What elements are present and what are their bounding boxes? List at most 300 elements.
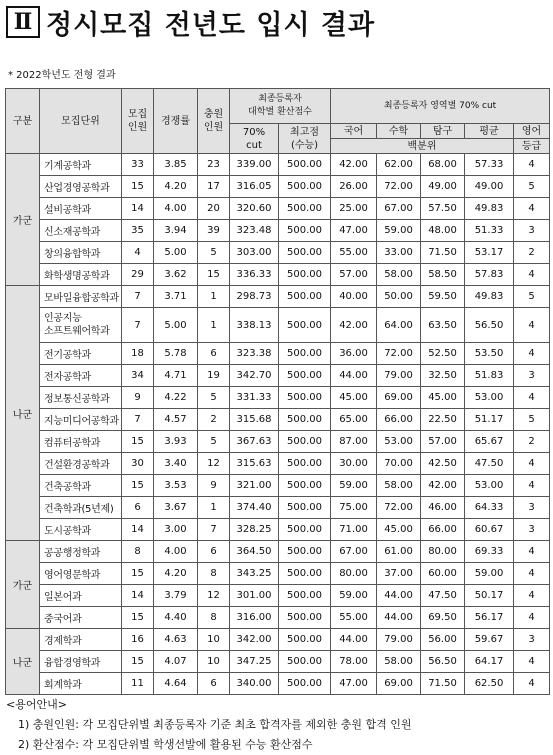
english-grade-cell: 4: [514, 651, 550, 673]
extra-cell: 20: [198, 198, 230, 220]
korean-cell: 42.00: [331, 308, 377, 343]
table-row: [6, 563, 550, 585]
quota-cell: 18: [122, 343, 154, 365]
dept-cell: 기계공학과: [40, 154, 122, 176]
quota-cell: 15: [122, 431, 154, 453]
year-note: * 2022학년도 전형 결과: [8, 70, 116, 81]
quota-cell: 7: [122, 286, 154, 308]
max-score-cell: 500.00: [279, 563, 331, 585]
table-row: [6, 629, 550, 651]
korean-cell: 65.00: [331, 409, 377, 431]
ratio-cell: 4.22: [154, 387, 198, 409]
max-score-cell: 500.00: [279, 431, 331, 453]
korean-cell: 71.00: [331, 519, 377, 541]
average-cell: 64.17: [465, 651, 514, 673]
korean-cell: 44.00: [331, 629, 377, 651]
table-row: [6, 607, 550, 629]
extra-cell: 39: [198, 220, 230, 242]
header-english: 영어: [514, 124, 550, 139]
max-score-cell: 500.00: [279, 154, 331, 176]
ratio-cell: 4.20: [154, 176, 198, 198]
english-grade-cell: 4: [514, 198, 550, 220]
ratio-cell: 4.63: [154, 629, 198, 651]
dept-cell: 건축공학과: [40, 475, 122, 497]
average-cell: 50.17: [465, 585, 514, 607]
inquiry-cell: 63.50: [421, 308, 465, 343]
cut70-cell: 336.33: [230, 264, 279, 286]
dept-cell: 지능미디어공학과: [40, 409, 122, 431]
table-row: [6, 242, 550, 264]
inquiry-cell: 56.50: [421, 651, 465, 673]
extra-cell: 23: [198, 154, 230, 176]
dept-cell: 전기공학과: [40, 343, 122, 365]
inquiry-cell: 46.00: [421, 497, 465, 519]
math-cell: 50.00: [377, 286, 421, 308]
dept-cell: 산업경영공학과: [40, 176, 122, 198]
quota-cell: 30: [122, 453, 154, 475]
korean-cell: 87.00: [331, 431, 377, 453]
inquiry-cell: 59.50: [421, 286, 465, 308]
quota-cell: 6: [122, 497, 154, 519]
average-cell: 53.17: [465, 242, 514, 264]
inquiry-cell: 22.50: [421, 409, 465, 431]
average-cell: 57.83: [465, 264, 514, 286]
max-score-cell: 500.00: [279, 629, 331, 651]
quota-cell: 29: [122, 264, 154, 286]
ratio-cell: 4.40: [154, 607, 198, 629]
inquiry-cell: 42.00: [421, 475, 465, 497]
math-cell: 58.00: [377, 651, 421, 673]
dept-cell: 신소재공학과: [40, 220, 122, 242]
dept-cell: 건축학과(5년제): [40, 497, 122, 519]
quota-cell: 11: [122, 673, 154, 695]
header-avg: 평균: [465, 124, 514, 139]
math-cell: 37.00: [377, 563, 421, 585]
glossary-line-1: 1) 충원인원: 각 모집단위별 최종등록자 기준 최초 합격자를 제외한 충원 합격 인원: [18, 718, 412, 731]
inquiry-cell: 52.50: [421, 343, 465, 365]
header-extra: 충원 인원: [198, 89, 230, 154]
english-grade-cell: 3: [514, 629, 550, 651]
cut70-cell: 328.25: [230, 519, 279, 541]
dept-cell: 융합경영학과: [40, 651, 122, 673]
dept-cell: 창의융합학과: [40, 242, 122, 264]
cut70-cell: 331.33: [230, 387, 279, 409]
average-cell: 64.33: [465, 497, 514, 519]
ratio-cell: 3.94: [154, 220, 198, 242]
math-cell: 79.00: [377, 365, 421, 387]
quota-cell: 15: [122, 176, 154, 198]
korean-cell: 55.00: [331, 607, 377, 629]
cut70-cell: 315.68: [230, 409, 279, 431]
math-cell: 44.00: [377, 585, 421, 607]
average-cell: 53.00: [465, 387, 514, 409]
max-score-cell: 500.00: [279, 308, 331, 343]
quota-cell: 14: [122, 585, 154, 607]
group-label: 가군: [6, 541, 40, 629]
cut70-cell: 347.25: [230, 651, 279, 673]
header-ratio: 경쟁률: [154, 89, 198, 154]
english-grade-cell: 4: [514, 264, 550, 286]
extra-cell: 5: [198, 242, 230, 264]
quota-cell: 7: [122, 308, 154, 343]
table-row: [6, 541, 550, 563]
max-score-cell: 500.00: [279, 176, 331, 198]
math-cell: 72.00: [377, 176, 421, 198]
quota-cell: 14: [122, 198, 154, 220]
max-score-cell: 500.00: [279, 220, 331, 242]
math-cell: 66.00: [377, 409, 421, 431]
quota-cell: 34: [122, 365, 154, 387]
average-cell: 53.50: [465, 343, 514, 365]
quota-cell: 14: [122, 519, 154, 541]
korean-cell: 59.00: [331, 475, 377, 497]
inquiry-cell: 47.50: [421, 585, 465, 607]
group-label: 가군: [6, 154, 40, 286]
ratio-cell: 4.64: [154, 673, 198, 695]
korean-cell: 25.00: [331, 198, 377, 220]
extra-cell: 19: [198, 365, 230, 387]
korean-cell: 67.00: [331, 541, 377, 563]
table-row: [6, 264, 550, 286]
cut70-cell: 303.00: [230, 242, 279, 264]
extra-cell: 5: [198, 387, 230, 409]
dept-cell: 일본어과: [40, 585, 122, 607]
extra-cell: 9: [198, 475, 230, 497]
table-row: [6, 176, 550, 198]
inquiry-cell: 68.00: [421, 154, 465, 176]
max-score-cell: 500.00: [279, 198, 331, 220]
max-score-cell: 500.00: [279, 242, 331, 264]
header-percentile: 백분위: [331, 139, 514, 154]
korean-cell: 45.00: [331, 387, 377, 409]
max-score-cell: 500.00: [279, 343, 331, 365]
average-cell: 59.00: [465, 563, 514, 585]
table-row: [6, 497, 550, 519]
english-grade-cell: 5: [514, 409, 550, 431]
korean-cell: 26.00: [331, 176, 377, 198]
extra-cell: 6: [198, 343, 230, 365]
korean-cell: 30.00: [331, 453, 377, 475]
inquiry-cell: 42.50: [421, 453, 465, 475]
ratio-cell: 3.85: [154, 154, 198, 176]
extra-cell: 8: [198, 607, 230, 629]
glossary: [6, 695, 412, 755]
cut70-cell: 323.48: [230, 220, 279, 242]
math-cell: 64.00: [377, 308, 421, 343]
average-cell: 51.33: [465, 220, 514, 242]
dept-cell: 화학생명공학과: [40, 264, 122, 286]
dept-cell: 경제학과: [40, 629, 122, 651]
max-score-cell: 500.00: [279, 409, 331, 431]
extra-cell: 1: [198, 286, 230, 308]
inquiry-cell: 66.00: [421, 519, 465, 541]
average-cell: 65.67: [465, 431, 514, 453]
inquiry-cell: 45.00: [421, 387, 465, 409]
inquiry-cell: 58.50: [421, 264, 465, 286]
header-inquiry: 탐구: [421, 124, 465, 139]
ratio-cell: 3.62: [154, 264, 198, 286]
cut70-cell: 301.00: [230, 585, 279, 607]
max-score-cell: 500.00: [279, 286, 331, 308]
average-cell: 56.50: [465, 308, 514, 343]
extra-cell: 5: [198, 431, 230, 453]
cut70-cell: 298.73: [230, 286, 279, 308]
table-row: [6, 220, 550, 242]
ratio-cell: 3.53: [154, 475, 198, 497]
max-score-cell: 500.00: [279, 475, 331, 497]
table-row: [6, 365, 550, 387]
header-quota: 모집 인원: [122, 89, 154, 154]
korean-cell: 75.00: [331, 497, 377, 519]
dept-cell: 전자공학과: [40, 365, 122, 387]
average-cell: 59.67: [465, 629, 514, 651]
average-cell: 51.17: [465, 409, 514, 431]
math-cell: 70.00: [377, 453, 421, 475]
extra-cell: 6: [198, 541, 230, 563]
max-score-cell: 500.00: [279, 264, 331, 286]
korean-cell: 42.00: [331, 154, 377, 176]
ratio-cell: 4.57: [154, 409, 198, 431]
cut70-cell: 342.00: [230, 629, 279, 651]
average-cell: 51.83: [465, 365, 514, 387]
extra-cell: 1: [198, 497, 230, 519]
max-score-cell: 500.00: [279, 585, 331, 607]
cut70-cell: 321.00: [230, 475, 279, 497]
average-cell: 69.33: [465, 541, 514, 563]
ratio-cell: 4.07: [154, 651, 198, 673]
group-label: 나군: [6, 629, 40, 695]
average-cell: 60.67: [465, 519, 514, 541]
page-title: [6, 4, 375, 40]
korean-cell: 80.00: [331, 563, 377, 585]
dept-cell: 인공지능 소프트웨어학과: [40, 308, 122, 343]
table-row: [6, 453, 550, 475]
math-cell: 79.00: [377, 629, 421, 651]
max-score-cell: 500.00: [279, 453, 331, 475]
english-grade-cell: 2: [514, 242, 550, 264]
english-grade-cell: 4: [514, 585, 550, 607]
quota-cell: 15: [122, 607, 154, 629]
extra-cell: 15: [198, 264, 230, 286]
average-cell: 53.00: [465, 475, 514, 497]
header-dept: 모집단위: [40, 89, 122, 154]
quota-cell: 15: [122, 563, 154, 585]
cut70-cell: 315.63: [230, 453, 279, 475]
english-grade-cell: 5: [514, 286, 550, 308]
glossary-heading: <용어안내>: [6, 698, 67, 711]
table-row: [6, 154, 550, 176]
results-table: [5, 88, 550, 695]
english-grade-cell: 4: [514, 343, 550, 365]
average-cell: 47.50: [465, 453, 514, 475]
math-cell: 69.00: [377, 387, 421, 409]
inquiry-cell: 80.00: [421, 541, 465, 563]
cut70-cell: 323.38: [230, 343, 279, 365]
math-cell: 69.00: [377, 673, 421, 695]
extra-cell: 6: [198, 673, 230, 695]
cut70-cell: 340.00: [230, 673, 279, 695]
ratio-cell: 4.71: [154, 365, 198, 387]
dept-cell: 회계학과: [40, 673, 122, 695]
table-row: [6, 431, 550, 453]
dept-cell: 모바일융합공학과: [40, 286, 122, 308]
ratio-cell: 5.78: [154, 343, 198, 365]
table-row: [6, 475, 550, 497]
extra-cell: 17: [198, 176, 230, 198]
math-cell: 62.00: [377, 154, 421, 176]
korean-cell: 36.00: [331, 343, 377, 365]
dept-cell: 정보통신공학과: [40, 387, 122, 409]
average-cell: 57.33: [465, 154, 514, 176]
math-cell: 58.00: [377, 475, 421, 497]
korean-cell: 47.00: [331, 673, 377, 695]
header-area-cut: 최종등록자 영역별 70% cut: [331, 89, 550, 124]
max-score-cell: 500.00: [279, 387, 331, 409]
english-grade-cell: 4: [514, 673, 550, 695]
header-cut70: 70% cut: [230, 124, 279, 154]
inquiry-cell: 57.50: [421, 198, 465, 220]
title-text: 정시모집 전년도 입시 결과: [46, 9, 376, 41]
extra-cell: 7: [198, 519, 230, 541]
cut70-cell: 367.63: [230, 431, 279, 453]
extra-cell: 12: [198, 585, 230, 607]
quota-cell: 7: [122, 409, 154, 431]
math-cell: 53.00: [377, 431, 421, 453]
quota-cell: 15: [122, 475, 154, 497]
title-numeral-box: [6, 6, 40, 38]
extra-cell: 10: [198, 629, 230, 651]
inquiry-cell: 69.50: [421, 607, 465, 629]
extra-cell: 1: [198, 308, 230, 343]
quota-cell: 9: [122, 387, 154, 409]
table-row: [6, 198, 550, 220]
table-row: [6, 673, 550, 695]
header-math: 수학: [377, 124, 421, 139]
math-cell: 59.00: [377, 220, 421, 242]
table-row: [6, 651, 550, 673]
header-korean: 국어: [331, 124, 377, 139]
ratio-cell: 5.00: [154, 242, 198, 264]
math-cell: 33.00: [377, 242, 421, 264]
max-score-cell: 500.00: [279, 673, 331, 695]
english-grade-cell: 4: [514, 387, 550, 409]
extra-cell: 12: [198, 453, 230, 475]
math-cell: 44.00: [377, 607, 421, 629]
quota-cell: 33: [122, 154, 154, 176]
header-group: 구분: [6, 89, 40, 154]
english-grade-cell: 4: [514, 308, 550, 343]
english-grade-cell: 4: [514, 453, 550, 475]
extra-cell: 10: [198, 651, 230, 673]
korean-cell: 47.00: [331, 220, 377, 242]
ratio-cell: 3.71: [154, 286, 198, 308]
glossary-line-2: 2) 환산점수: 각 모집단위별 학생선발에 활용된 수능 환산점수: [18, 738, 313, 751]
korean-cell: 78.00: [331, 651, 377, 673]
max-score-cell: 500.00: [279, 497, 331, 519]
english-grade-cell: 3: [514, 497, 550, 519]
korean-cell: 55.00: [331, 242, 377, 264]
ratio-cell: 3.79: [154, 585, 198, 607]
cut70-cell: 316.00: [230, 607, 279, 629]
inquiry-cell: 49.00: [421, 176, 465, 198]
english-grade-cell: 3: [514, 365, 550, 387]
table-row: [6, 519, 550, 541]
extra-cell: 2: [198, 409, 230, 431]
table-row: [6, 343, 550, 365]
table-row: [6, 286, 550, 308]
ratio-cell: 3.40: [154, 453, 198, 475]
math-cell: 72.00: [377, 343, 421, 365]
inquiry-cell: 60.00: [421, 563, 465, 585]
cut70-cell: 374.40: [230, 497, 279, 519]
ratio-cell: 3.67: [154, 497, 198, 519]
inquiry-cell: 71.50: [421, 673, 465, 695]
math-cell: 61.00: [377, 541, 421, 563]
dept-cell: 컴퓨터공학과: [40, 431, 122, 453]
cut70-cell: 338.13: [230, 308, 279, 343]
max-score-cell: 500.00: [279, 365, 331, 387]
max-score-cell: 500.00: [279, 607, 331, 629]
ratio-cell: 4.20: [154, 563, 198, 585]
ratio-cell: 5.00: [154, 308, 198, 343]
group-label: 나군: [6, 286, 40, 541]
cut70-cell: 316.05: [230, 176, 279, 198]
average-cell: 49.00: [465, 176, 514, 198]
dept-cell: 중국어과: [40, 607, 122, 629]
dept-cell: 영어영문학과: [40, 563, 122, 585]
table-row: [6, 387, 550, 409]
average-cell: 49.83: [465, 286, 514, 308]
english-grade-cell: 3: [514, 519, 550, 541]
header-grade: 등급: [514, 139, 550, 154]
title-numeral: Ⅱ: [13, 9, 33, 35]
cut70-cell: 339.00: [230, 154, 279, 176]
korean-cell: 44.00: [331, 365, 377, 387]
ratio-cell: 3.00: [154, 519, 198, 541]
ratio-cell: 3.93: [154, 431, 198, 453]
header-max: 최고점 (수능): [279, 124, 331, 154]
inquiry-cell: 32.50: [421, 365, 465, 387]
english-grade-cell: 4: [514, 475, 550, 497]
quota-cell: 15: [122, 651, 154, 673]
quota-cell: 16: [122, 629, 154, 651]
english-grade-cell: 4: [514, 541, 550, 563]
math-cell: 45.00: [377, 519, 421, 541]
korean-cell: 57.00: [331, 264, 377, 286]
quota-cell: 35: [122, 220, 154, 242]
table-row: [6, 409, 550, 431]
korean-cell: 40.00: [331, 286, 377, 308]
max-score-cell: 500.00: [279, 541, 331, 563]
max-score-cell: 500.00: [279, 519, 331, 541]
table-row: [6, 585, 550, 607]
math-cell: 72.00: [377, 497, 421, 519]
inquiry-cell: 56.00: [421, 629, 465, 651]
ratio-cell: 4.00: [154, 541, 198, 563]
inquiry-cell: 57.00: [421, 431, 465, 453]
cut70-cell: 342.70: [230, 365, 279, 387]
inquiry-cell: 71.50: [421, 242, 465, 264]
english-grade-cell: 2: [514, 431, 550, 453]
dept-cell: 도시공학과: [40, 519, 122, 541]
max-score-cell: 500.00: [279, 651, 331, 673]
math-cell: 67.00: [377, 198, 421, 220]
math-cell: 58.00: [377, 264, 421, 286]
ratio-cell: 4.00: [154, 198, 198, 220]
cut70-cell: 320.60: [230, 198, 279, 220]
quota-cell: 4: [122, 242, 154, 264]
english-grade-cell: 5: [514, 176, 550, 198]
